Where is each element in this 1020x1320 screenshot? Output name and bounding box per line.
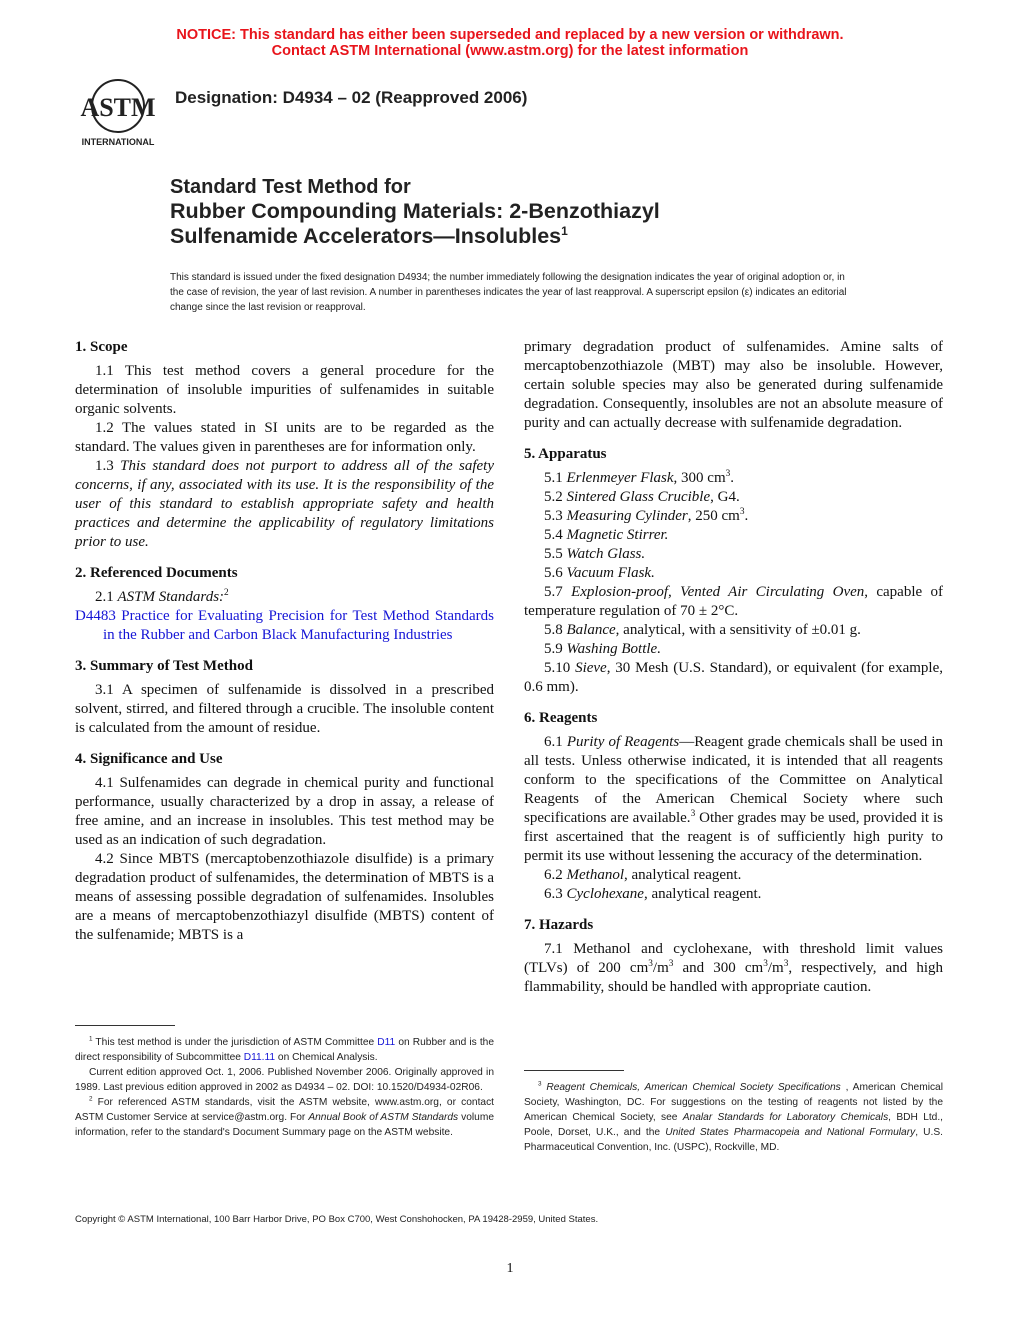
footnote-marker: 3 <box>783 959 789 969</box>
section-heading <box>75 657 494 676</box>
text-segment: 2. Referenced Documents <box>75 565 238 581</box>
text-segment: Reagent Chemicals, American Chemical Society Specifications <box>546 1082 841 1093</box>
paragraph <box>524 583 943 621</box>
text-segment: /m <box>767 960 784 976</box>
title-line-2: Rubber Compounding Materials: 2-Benzothiazyl <box>170 199 660 223</box>
footnote-marker: 3 <box>763 959 768 969</box>
text-segment: , 300 cm <box>673 470 726 486</box>
withdrawn-notice <box>0 27 1020 59</box>
text-segment: 1.3 <box>95 458 121 474</box>
text-segment: For referenced ASTM standards, visit the ASTM website, www.astm.org, or contact ASTM Customer Service at service@astm.org. For <box>75 1097 494 1123</box>
text-segment: 1. Scope <box>75 339 128 355</box>
text-segment: 5.2 <box>544 489 567 505</box>
referenced-document <box>75 607 494 645</box>
paragraph <box>75 850 494 945</box>
text-segment: . <box>744 508 749 524</box>
section-heading <box>75 564 494 583</box>
footnote-marker: 2 <box>224 588 229 598</box>
footnote <box>524 1080 943 1155</box>
text-segment: Explosion-proof, Vented Air Circulating Oven <box>571 584 865 600</box>
text-segment: on Rubber and is the direct responsibility of Subcommittee <box>75 1037 494 1063</box>
text-segment: primary degradation product of sulfenamides. Amine salts of mercaptobenzothiazole (MBT) may also be insoluble. However, certain soluble species may also be generated during sulfenamide degradation. Consequently, insolubles are not an absolute measure of purity and can actually decrease with sulfenamide degradation. <box>524 339 943 431</box>
text-segment: , analytical, with a sensitivity of ±0.01 g. <box>615 622 861 638</box>
paragraph <box>524 488 943 507</box>
footnote <box>75 1035 494 1065</box>
notice-line-1: NOTICE: This standard has either been superseded and replaced by a new version or withdrawn. <box>176 27 844 43</box>
footnote-marker: 3 <box>690 809 696 819</box>
text-segment: —Reagent grade chemicals shall be used in all tests. Unless otherwise indicated, it is intended that all reagents conform to the specifications of the Committee on Analytical Reagents of the American Chemical Society where such specifications are available. <box>524 734 944 826</box>
page-number: 1 <box>506 1261 514 1276</box>
paragraph <box>524 526 943 545</box>
text-segment: Sieve <box>575 660 607 676</box>
footnote-divider <box>524 1070 624 1071</box>
title-line-3 <box>170 224 660 249</box>
paragraph <box>524 338 943 433</box>
footnote-marker: 2 <box>89 1095 93 1103</box>
paragraph <box>524 469 943 488</box>
paragraph <box>75 681 494 738</box>
text-segment: 5.4 <box>544 527 567 543</box>
text-segment: 6.1 <box>544 734 567 750</box>
text-segment: 5.10 <box>544 660 576 676</box>
paragraph <box>524 866 943 885</box>
paragraph <box>75 588 494 607</box>
svg-text:INTERNATIONAL: INTERNATIONAL <box>81 137 155 147</box>
text-segment: , 30 Mesh (U.S. Standard), or equivalent (for example, 0.6 mm). <box>524 660 943 695</box>
text-segment: volume information, refer to the standard's Document Summary page on the ASTM website. <box>75 1112 495 1138</box>
issued-note: This standard is issued under the fixed designation D4934; the number immediately following the designation indicates the year of original adoption or, in the case of revision, the year of last revision. A number in parentheses indicates the year of last reapproval. A superscript epsilon (ε) indicates an editorial change since the last revision or reapproval. <box>170 272 847 313</box>
text-segment: , 250 cm <box>687 508 740 524</box>
paragraph <box>524 621 943 640</box>
text-segment: 1.2 The values stated in SI units are to be regarded as the standard. The values given in parentheses are for information only. <box>75 420 494 455</box>
astm-logo <box>76 76 162 148</box>
text-segment: , capable of temperature regulation of 70 ± 2°C. <box>524 584 944 619</box>
text-segment: Current edition approved Oct. 1, 2006. Published November 2006. Originally approved in 1989. Last previous edition approved in 2002 as D4934 – 02. DOI: 10.1520/D4934-02R06. <box>75 1067 494 1093</box>
paragraph <box>524 940 943 997</box>
text-segment: Vacuum Flask. <box>566 565 655 581</box>
section-heading <box>75 338 494 357</box>
footnote-marker: 3 <box>668 959 674 969</box>
title-line-1: Standard Test Method for <box>170 176 411 198</box>
paragraph <box>75 457 494 552</box>
footnotes-left <box>75 1035 494 1140</box>
section-heading <box>524 445 943 464</box>
text-segment: , respectively, and high flammability, should be handled with appropriate caution. <box>524 960 943 995</box>
footnote-marker: 3 <box>648 959 653 969</box>
footnote-marker: 3 <box>739 507 745 517</box>
copyright: Copyright © ASTM International, 100 Barr Harbor Drive, PO Box C700, West Conshohocken, PA 19428-2959, United States. <box>75 1214 599 1225</box>
text-segment: . <box>730 470 735 486</box>
text-segment: , American Chemical Society, Washington, DC. For suggestions on the testing of reagents not listed by the American Chemical Society, see <box>524 1082 943 1123</box>
text-segment: Erlenmeyer Flask <box>566 470 674 486</box>
text-segment: , BDH Ltd., Poole, Dorset, U.K., and the <box>524 1112 944 1138</box>
title-footnote-marker: 1 <box>561 223 568 238</box>
left-column <box>75 338 494 945</box>
text-segment: 7.1 Methanol and cyclohexane, with threshold limit values (TLVs) of 200 cm <box>524 941 943 976</box>
footnote-marker: 3 <box>538 1080 542 1088</box>
text-segment: ASTM Standards: <box>117 589 225 605</box>
paragraph <box>524 640 943 659</box>
text-segment: , G4. <box>710 489 740 505</box>
paragraph <box>524 885 943 904</box>
footnote <box>75 1065 494 1095</box>
reference-link[interactable]: D4483 Practice for Evaluating Precision for Test Method Standards in the Rubber and Carbon Black Manufacturing Industries <box>75 608 494 643</box>
notice-line-2: Contact ASTM International (www.astm.org) for the latest information <box>271 43 749 59</box>
text-segment: , U.S. Pharmaceutical Convention, Inc. (USPC), Rockville, MD. <box>524 1127 943 1153</box>
text-segment: Balance <box>566 622 616 638</box>
text-segment: , analytical reagent. <box>643 886 762 902</box>
footnote <box>75 1095 494 1140</box>
text-segment: 3. Summary of Test Method <box>75 658 253 674</box>
footnote-marker: 3 <box>725 469 731 479</box>
footnotes-right <box>524 1080 943 1155</box>
reference-link[interactable]: D11.11 <box>243 1052 276 1063</box>
paragraph <box>524 659 943 697</box>
text-segment: Sintered Glass Crucible <box>566 489 711 505</box>
text-segment: 4.1 Sulfenamides can degrade in chemical purity and functional performance, usually characterized by a drop in assay, a release of free amine, and an increase in insolubles. This test method may be used as an indication of such degradation. <box>75 775 494 848</box>
text-segment: 7. Hazards <box>524 917 594 933</box>
text-segment: 6. Reagents <box>524 710 598 726</box>
text-segment: 3.1 A specimen of sulfenamide is dissolved in a prescribed solvent, stirred, and filtered through a crucible. The insoluble content is calculated from the amount of residue. <box>75 682 494 736</box>
designation: Designation: D4934 – 02 (Reapproved 2006) <box>175 88 528 107</box>
text-segment: 6.2 <box>544 867 567 883</box>
right-column <box>524 338 943 997</box>
text-segment: United States Pharmacopeia and National Formulary <box>665 1127 916 1138</box>
paragraph <box>75 774 494 850</box>
svg-text:ASTM: ASTM <box>80 93 156 122</box>
paragraph <box>75 362 494 419</box>
text-segment: 6.3 <box>544 886 567 902</box>
section-heading <box>524 916 943 935</box>
text-segment: 2.1 <box>95 589 118 605</box>
text-segment: 5.6 <box>544 565 567 581</box>
text-segment: and 300 cm <box>673 960 764 976</box>
section-heading <box>524 709 943 728</box>
footnote-marker: 1 <box>89 1035 93 1043</box>
paragraph <box>524 507 943 526</box>
paragraph <box>75 419 494 457</box>
text-segment: Analar Standards for Laboratory Chemicals <box>682 1112 889 1123</box>
text-segment: 5.8 <box>544 622 567 638</box>
paragraph <box>524 545 943 564</box>
text-segment: 5.7 <box>544 584 572 600</box>
text-segment: 5.1 <box>544 470 567 486</box>
text-segment: Magnetic Stirrer. <box>566 527 669 543</box>
text-segment: on Chemical Analysis. <box>275 1052 378 1063</box>
text-segment: Washing Bottle. <box>566 641 661 657</box>
text-segment: 4.2 Since MBTS (mercaptobenzothiazole disulfide) is a primary degradation product of sulfenamides, the determination of MBTS is a means of assessing possible degradation of sulfenamides. Insolubles are a means of mercaptobenzothiazyl disulfide (MBTS) content of the sulfenamide; MBTS is a <box>75 851 494 943</box>
text-segment: This standard does not purport to address all of the safety concerns, if any, associated with its use. It is the responsibility of the user of this standard to establish appropriate safety and health practices and determine the applicability of regulatory limitations prior to use. <box>75 458 495 550</box>
footnote-divider <box>75 1025 175 1026</box>
text-segment: 5.9 <box>544 641 567 657</box>
text-segment: , analytical reagent. <box>624 867 742 883</box>
text-segment: Purity of Reagents <box>566 734 680 750</box>
paragraph <box>524 564 943 583</box>
text-segment: 4. Significance and Use <box>75 751 223 767</box>
paragraph <box>524 733 943 866</box>
text-segment: 5.3 <box>544 508 567 524</box>
text-segment: Annual Book of ASTM Standards <box>308 1112 459 1123</box>
text-segment: Cyclohexane <box>566 886 644 902</box>
text-segment: This test method is under the jurisdiction of ASTM Committee <box>92 1037 378 1048</box>
text-segment: Watch Glass. <box>566 546 646 562</box>
text-segment: /m <box>652 960 669 976</box>
text-segment: Other grades may be used, provided it is first ascertained that the reagent is of sufficiently high purity to permit its use without lessening the accuracy of the determination. <box>524 810 943 864</box>
title-line-3-text: Sulfenamide Accelerators—Insolubles <box>170 224 562 248</box>
text-segment: Measuring Cylinder <box>566 508 688 524</box>
text-segment: Methanol <box>566 867 624 883</box>
text-segment: 1.1 This test method covers a general procedure for the determination of insoluble impurities of sulfenamides in suitable organic solvents. <box>75 363 494 417</box>
section-heading <box>75 750 494 769</box>
text-segment: 5.5 <box>544 546 567 562</box>
text-segment: 5. Apparatus <box>524 446 607 462</box>
reference-link[interactable]: D11 <box>377 1037 396 1048</box>
document-title <box>170 175 660 249</box>
